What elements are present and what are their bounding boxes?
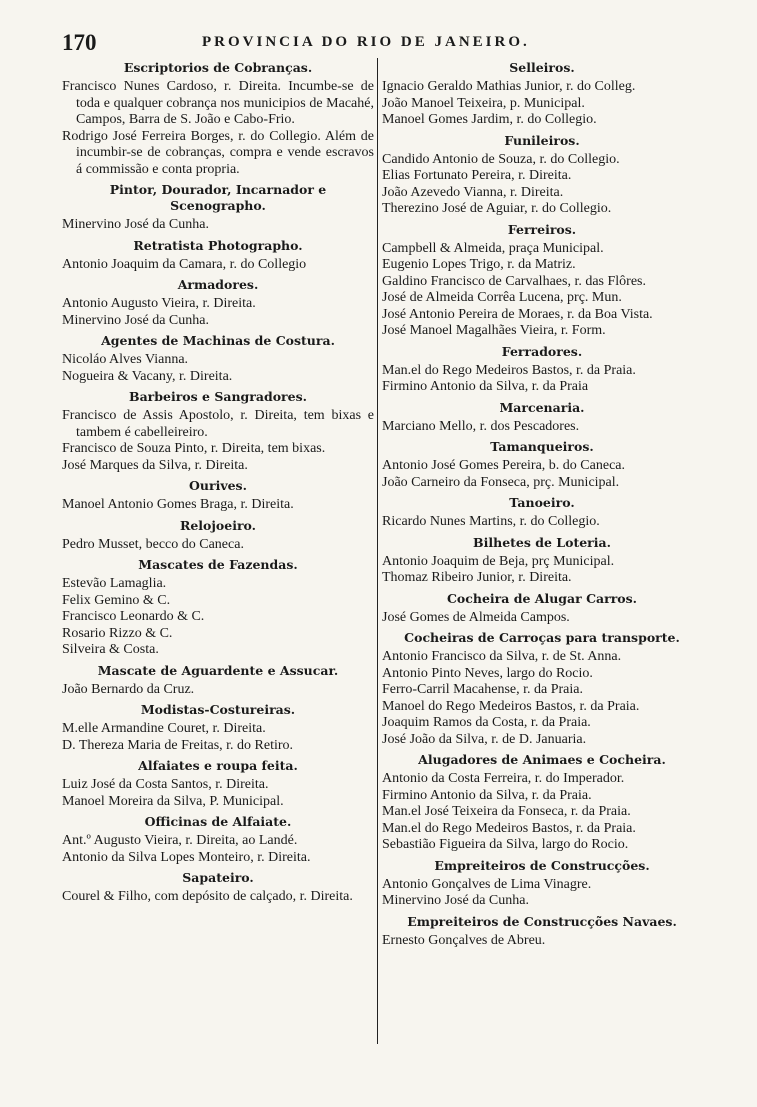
directory-entry: José Manoel Magalhães Vieira, r. Form. <box>382 323 606 338</box>
directory-entry: José Marques da Silva, r. Direita. <box>62 457 248 473</box>
directory-entry: Nogueira & Vacany, r. Direita. <box>62 368 233 384</box>
directory-entry: João Azevedo Vianna, r. Direita. <box>382 184 564 200</box>
directory-entry: Antonio da Silva Lopes Monteiro, r. Direita. <box>62 849 311 865</box>
directory-entry: D. Thereza Maria de Freitas, r. do Retiro. <box>62 737 294 753</box>
directory-entry: José Gomes de Almeida Campos. <box>382 609 570 625</box>
directory-entry: Ignacio Geraldo Mathias Junior, r. do Colleg. <box>382 79 636 94</box>
directory-entry: Estevão Lamaglia. <box>62 576 167 591</box>
directory-entry: Galdino Francisco de Carvalhaes, r. das Flôres. <box>382 273 646 289</box>
directory-entry: Antonio Gonçalves de Lima Vinagre. <box>382 876 592 892</box>
section-heading: Tanoeiro. <box>509 495 575 510</box>
directory-entry: Therezino José de Aguiar, r. do Collegio. <box>382 201 612 216</box>
left-column <box>62 56 374 906</box>
directory-entry: Antonio Francisco da Silva, r. de St. Anna. <box>382 649 622 664</box>
directory-entry: Man.el José Teixeira da Fonseca, r. da Praia. <box>382 804 631 819</box>
directory-entry: Ferro-Carril Macahense, r. da Praia. <box>382 682 583 697</box>
page-number: 170 <box>62 30 97 55</box>
directory-entry: Ant.º Augusto Vieira, r. Direita, ao Landé. <box>62 833 298 848</box>
section-heading: Empreiteiros de Construcções Navaes. <box>407 913 677 929</box>
directory-entry: Ernesto Gonçalves de Abreu. <box>382 932 546 948</box>
directory-entry: Minervino José da Cunha. <box>62 312 209 328</box>
directory-entry: Manoel Moreira da Silva, P. Municipal. <box>62 793 284 809</box>
directory-entry: Francisco Nunes Cardoso, r. Direita. Incumbe-se de toda e qualquer cobrança nos municipios de Macahé, Campos, Barra de S. João e Cabo-Frio. <box>62 79 374 127</box>
directory-entry: Antonio Augusto Vieira, r. Direita. <box>62 296 256 311</box>
directory-entry: Pedro Musset, becco do Caneca. <box>62 536 244 552</box>
directory-entry: Minervino José da Cunha. <box>62 217 209 232</box>
directory-entry: Eugenio Lopes Trigo, r. da Matriz. <box>382 257 576 272</box>
section-heading: Relojoeiro. <box>179 517 257 533</box>
section-heading: Modistas-Costureiras. <box>140 702 296 717</box>
directory-entry: José Antonio Pereira de Moraes, r. da Boa Vista. <box>382 306 653 322</box>
directory-entry: Francisco de Souza Pinto, r. Direita, tem bixas. <box>62 441 326 456</box>
directory-entry: Rosario Rizzo & C. <box>62 625 173 641</box>
section-heading: Cocheiras de Carroças para transporte. <box>404 630 680 645</box>
directory-entry: Man.el do Rego Medeiros Bastos, r. da Praia. <box>382 362 636 378</box>
section-heading: Alfaiates e roupa feita. <box>138 758 298 773</box>
section-heading: Retratista Photographo. <box>133 237 303 253</box>
directory-entry: Candido Antonio de Souza, r. do Collegio. <box>382 151 620 167</box>
page-title: PROVINCIA DO RIO DE JANEIRO. <box>202 34 530 50</box>
section-heading: Sapateiro. <box>182 870 254 885</box>
section-heading: Mascate de Aguardente e Assucar. <box>97 662 339 678</box>
directory-entry: Minervino José da Cunha. <box>382 893 529 908</box>
section-heading: Officinas de Alfaiate. <box>144 814 292 829</box>
section-heading: Cocheira de Alugar Carros. <box>446 590 638 606</box>
section-heading: Ourives. <box>189 478 247 493</box>
directory-entry: Marciano Mello, r. dos Pescadores. <box>382 418 580 434</box>
section-heading: Tamanqueiros. <box>490 439 594 454</box>
section-heading: Selleiros. <box>509 60 575 75</box>
section-heading: Pintor, Dourador, Incarnador e Scenographo. <box>109 182 327 213</box>
directory-entry: Joaquim Ramos da Costa, r. da Praia. <box>382 715 591 730</box>
directory-entry: Manoel Gomes Jardim, r. do Collegio. <box>382 112 597 127</box>
directory-entry: Silveira & Costa. <box>62 642 159 657</box>
directory-entry: Elias Fortunato Pereira, r. Direita. <box>382 168 572 183</box>
section-heading: Ferradores. <box>501 343 583 359</box>
right-column <box>382 56 702 949</box>
directory-entry: Francisco Leonardo & C. <box>62 609 205 624</box>
directory-entry: João Bernardo da Cruz. <box>62 681 195 697</box>
directory-entry: João Manoel Teixeira, p. Municipal. <box>382 95 585 111</box>
page-header <box>62 30 702 56</box>
directory-entry: João Carneiro da Fonseca, prç. Municipal. <box>382 474 620 490</box>
section-heading: Agentes de Machinas de Costura. <box>101 333 335 348</box>
directory-entry: Felix Gemino & C. <box>62 592 171 608</box>
directory-entry: Firmino Antonio da Silva, r. da Praia <box>382 379 589 394</box>
directory-entry: Campbell & Almeida, praça Municipal. <box>382 240 604 256</box>
section-heading: Armadores. <box>177 277 259 292</box>
directory-entry: José de Almeida Corrêa Lucena, prç. Mun. <box>382 290 622 305</box>
directory-entry: Firmino Antonio da Silva, r. da Praia. <box>382 787 592 803</box>
directory-entry: Antonio Joaquim da Camara, r. do Collegio <box>62 256 307 272</box>
directory-entry: Thomaz Ribeiro Junior, r. Direita. <box>382 570 572 585</box>
directory-entry: Manoel Antonio Gomes Braga, r. Direita. <box>62 497 294 512</box>
section-heading: Bilhetes de Loteria. <box>473 534 611 550</box>
section-heading: Empreiteiros de Construcções. <box>434 857 650 873</box>
section-heading: Mascates de Fazendas. <box>138 557 298 572</box>
directory-entry: Sebastião Figueira da Silva, largo do Rocio. <box>382 837 629 852</box>
directory-entry: Ricardo Nunes Martins, r. do Collegio. <box>382 514 600 529</box>
directory-entry: M.elle Armandine Couret, r. Direita. <box>62 721 266 736</box>
directory-entry: Nicoláo Alves Vianna. <box>62 352 189 367</box>
section-heading: Alugadores de Animaes e Cocheira. <box>418 752 666 767</box>
section-heading: Ferreiros. <box>507 221 577 237</box>
section-heading: Escriptorios de Cobranças. <box>123 60 313 75</box>
directory-entry: Antonio Joaquim de Beja, prç Municipal. <box>382 553 615 569</box>
directory-entry: Francisco de Assis Apostolo, r. Direita, tem bixas e tambem é cabelleireiro. <box>62 408 374 440</box>
section-heading: Barbeiros e Sangradores. <box>129 389 307 404</box>
directory-entry: Antonio Pinto Neves, largo do Rocio. <box>382 665 593 681</box>
section-heading: Marcenaria. <box>499 399 585 415</box>
directory-entry: Rodrigo José Ferreira Borges, r. do Collegio. Além de incumbir-se de cobranças, compra e vende escravos á commissão e conta propria. <box>62 128 374 177</box>
directory-entry: Luiz José da Costa Santos, r. Direita. <box>62 777 269 792</box>
column-divider <box>377 58 378 1044</box>
section-heading: Funileiros. <box>504 132 580 148</box>
directory-entry: Manoel do Rego Medeiros Bastos, r. da Praia. <box>382 698 640 714</box>
directory-entry: Antonio José Gomes Pereira, b. do Caneca. <box>382 458 625 473</box>
directory-entry: Man.el do Rego Medeiros Bastos, r. da Praia. <box>382 820 636 836</box>
directory-entry: José João da Silva, r. de D. Januaria. <box>382 731 587 747</box>
directory-entry: Antonio da Costa Ferreira, r. do Imperador. <box>382 771 625 786</box>
directory-entry: Courel & Filho, com depósito de calçado, r. Direita. <box>62 889 353 904</box>
